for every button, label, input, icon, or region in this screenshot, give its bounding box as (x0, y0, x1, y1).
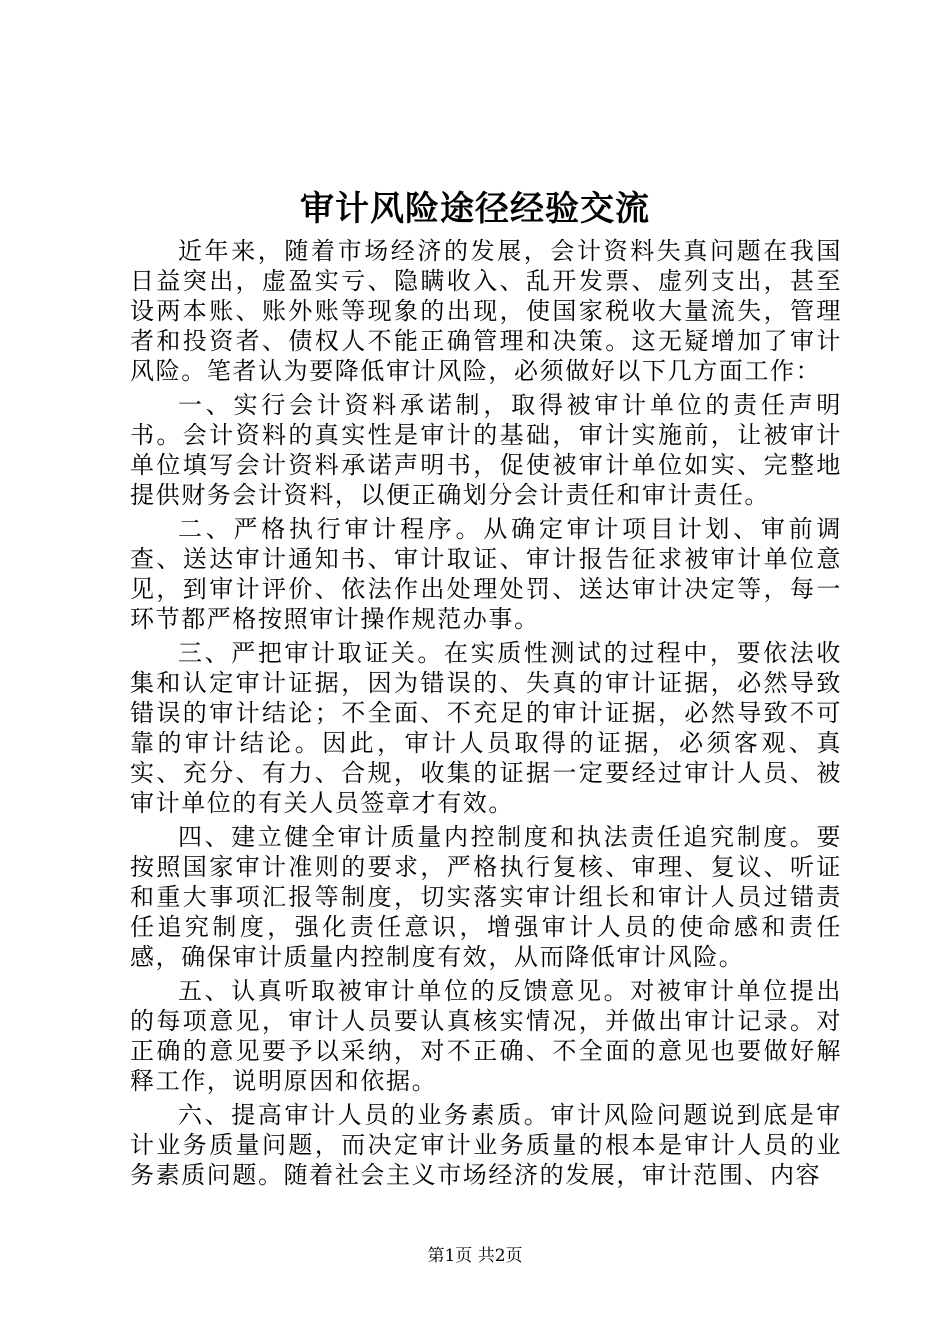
paragraph-6: 六、提高审计人员的业务素质。审计风险问题说到底是审计业务质量问题，而决定审计业务质量的根本是审计人员的业务素质问题。随着社会主义市场经济的发展，审计范围、内容 (130, 1101, 842, 1189)
paragraph-4: 四、建立健全审计质量内控制度和执法责任追究制度。要按照国家审计准则的要求，严格执行复核、审理、复议、听证和重大事项汇报等制度，切实落实审计组长和审计人员过错责任追究制度，强化责任意识，增强审计人员的使命感和责任感，确保审计质量内控制度有效，从而降低审计风险。 (130, 823, 842, 971)
paragraph-intro: 近年来，随着市场经济的发展，会计资料失真问题在我国日益突出，虚盈实亏、隐瞒收入、乱开发票、虚列支出，甚至设两本账、账外账等现象的出现，使国家税收大量流失，管理者和投资者、债权人不能正确管理和决策。这无疑增加了审计风险。笔者认为要降低审计风险，必须做好以下几方面工作： (130, 237, 842, 385)
page-footer: 第1页 共2页 (427, 1246, 523, 1266)
document-body (130, 236, 842, 1194)
paragraph-2: 二、严格执行审计程序。从确定审计项目计划、审前调查、送达审计通知书、审计取证、审计报告征求被审计单位意见，到审计评价、依法作出处理处罚、送达审计决定等，每一环节都严格按照审计操作规范办事。 (130, 515, 842, 633)
paragraph-1: 一、实行会计资料承诺制，取得被审计单位的责任声明书。会计资料的真实性是审计的基础，审计实施前，让被审计单位填写会计资料承诺声明书，促使被审计单位如实、完整地提供财务会计资料，以便正确划分会计责任和审计责任。 (130, 391, 842, 509)
paragraph-3: 三、严把审计取证关。在实质性测试的过程中，要依法收集和认定审计证据，因为错误的、失真的审计证据，必然导致错误的审计结论；不全面、不充足的审计证据，必然导致不可靠的审计结论。因此，审计人员取得的证据，必须客观、真实、充分、有力、合规，收集的证据一定要经过审计人员、被审计单位的有关人员签章才有效。 (130, 639, 842, 817)
document-title: 审计风险途径经验交流 (300, 189, 650, 229)
paragraph-5: 五、认真听取被审计单位的反馈意见。对被审计单位提出的每项意见，审计人员要认真核实情况，并做出审计记录。对正确的意见要予以采纳，对不正确、不全面的意见也要做好解释工作，说明原因和依据。 (130, 977, 842, 1095)
